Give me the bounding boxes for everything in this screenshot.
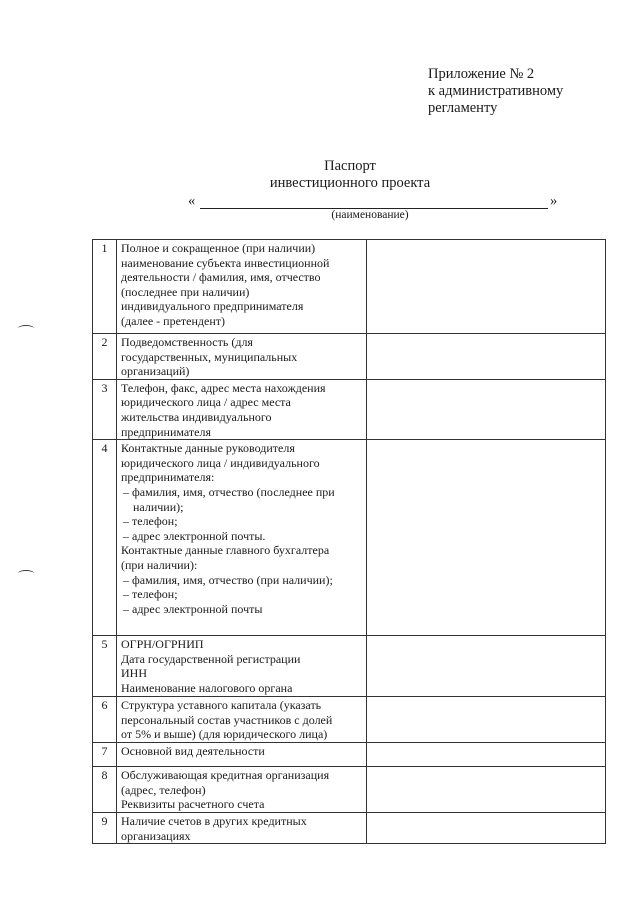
title-line: инвестиционного проекта xyxy=(269,175,431,191)
description-line: Подведомственность (для xyxy=(121,335,253,349)
description-line: персональный состав участников с долей xyxy=(121,712,333,727)
row-description xyxy=(117,812,367,843)
table-row xyxy=(93,766,606,812)
description-line: государственных, муниципальных xyxy=(121,349,298,364)
table-row xyxy=(93,240,606,334)
close-quote: » xyxy=(550,193,558,209)
name-caption: (наименование) xyxy=(331,209,409,221)
row-number: 4 xyxy=(93,440,117,636)
row-number: 8 xyxy=(93,766,117,812)
appendix-line: к административному xyxy=(428,83,564,99)
description-line: Контактные данные руководителя xyxy=(121,441,295,456)
table-row xyxy=(93,379,606,439)
description-line: (последнее при наличии) xyxy=(121,284,250,299)
description-line: юридического лица / индивидуального xyxy=(121,455,320,470)
list-item: – фамилия, имя, отчество (последнее при наличии); xyxy=(123,484,335,514)
binding-mark xyxy=(18,570,34,577)
table-row xyxy=(93,812,606,843)
row-number: 1 xyxy=(93,240,117,334)
appendix-line: Приложение № 2 xyxy=(428,66,535,82)
description-line: Контактные данные главного бухгалтера xyxy=(121,543,330,558)
description-line: Реквизиты расчетного счета xyxy=(121,797,265,812)
description-line: организаций) xyxy=(121,364,190,379)
document-title xyxy=(250,158,450,192)
table-row xyxy=(93,697,606,743)
row-description xyxy=(117,742,367,766)
table-row xyxy=(93,440,606,636)
list-item: – адрес электронной почты. xyxy=(123,528,266,543)
row-description xyxy=(117,334,367,380)
description-line: (при наличии): xyxy=(121,557,198,572)
description-line: предпринимателя: xyxy=(121,470,215,485)
row-description xyxy=(117,636,367,697)
description-line: (далее - претендент) xyxy=(121,313,226,328)
table-row xyxy=(93,636,606,697)
binding-mark xyxy=(18,325,34,332)
description-line: от 5% и выше) (для юридического лица) xyxy=(121,727,328,742)
row-number: 3 xyxy=(93,379,117,439)
row-description xyxy=(117,240,367,334)
list-item: – адрес электронной почты xyxy=(123,601,263,616)
row-description xyxy=(117,766,367,812)
row-value-field[interactable] xyxy=(367,697,606,743)
description-line: Полное и сокращенное (при наличии) xyxy=(121,241,316,255)
row-description xyxy=(117,440,367,636)
row-description xyxy=(117,697,367,743)
table-row xyxy=(93,742,606,766)
appendix-header xyxy=(428,66,563,117)
row-value-field[interactable] xyxy=(367,440,606,636)
description-line: деятельности / фамилия, имя, отчество xyxy=(121,270,321,285)
row-description xyxy=(117,379,367,439)
row-value-field[interactable] xyxy=(367,742,606,766)
description-line: Телефон, факс, адрес места нахождения xyxy=(121,380,326,395)
passport-table xyxy=(92,239,606,844)
list-item: – фамилия, имя, отчество (при наличии); xyxy=(123,572,333,587)
row-number: 5 xyxy=(93,636,117,697)
description-line: (адрес, телефон) xyxy=(121,782,206,797)
title-line: Паспорт xyxy=(324,158,376,174)
list-item: – телефон; xyxy=(123,587,178,602)
row-value-field[interactable] xyxy=(367,240,606,334)
list-item: – телефон; xyxy=(123,514,178,529)
description-line: Наименование налогового органа xyxy=(121,680,293,695)
row-number: 2 xyxy=(93,334,117,380)
description-line: Основной вид деятельности xyxy=(121,743,265,758)
row-number: 6 xyxy=(93,697,117,743)
description-line: Структура уставного капитала (указать xyxy=(121,698,322,713)
row-value-field[interactable] xyxy=(367,334,606,380)
description-line: организациях xyxy=(121,828,191,843)
open-quote: « xyxy=(188,193,196,209)
row-number: 7 xyxy=(93,742,117,766)
row-number: 9 xyxy=(93,812,117,843)
description-line: Обслуживающая кредитная организация xyxy=(121,767,330,782)
description-line: ИНН xyxy=(121,666,147,681)
description-line: ОГРН/ОГРНИП xyxy=(121,637,204,652)
row-value-field[interactable] xyxy=(367,766,606,812)
table-row xyxy=(93,334,606,380)
description-line: жительства индивидуального xyxy=(121,409,272,424)
row-value-field[interactable] xyxy=(367,379,606,439)
description-line: индивидуального предпринимателя xyxy=(121,299,304,314)
description-line: юридического лица / адрес места xyxy=(121,395,291,410)
row-value-field[interactable] xyxy=(367,812,606,843)
description-line: наименование субъекта инвестиционной xyxy=(121,255,330,270)
description-line: Дата государственной регистрации xyxy=(121,651,301,666)
row-value-field[interactable] xyxy=(367,636,606,697)
description-line: предпринимателя xyxy=(121,424,211,439)
description-line: Наличие счетов в других кредитных xyxy=(121,813,307,828)
appendix-line: регламенту xyxy=(428,100,498,116)
